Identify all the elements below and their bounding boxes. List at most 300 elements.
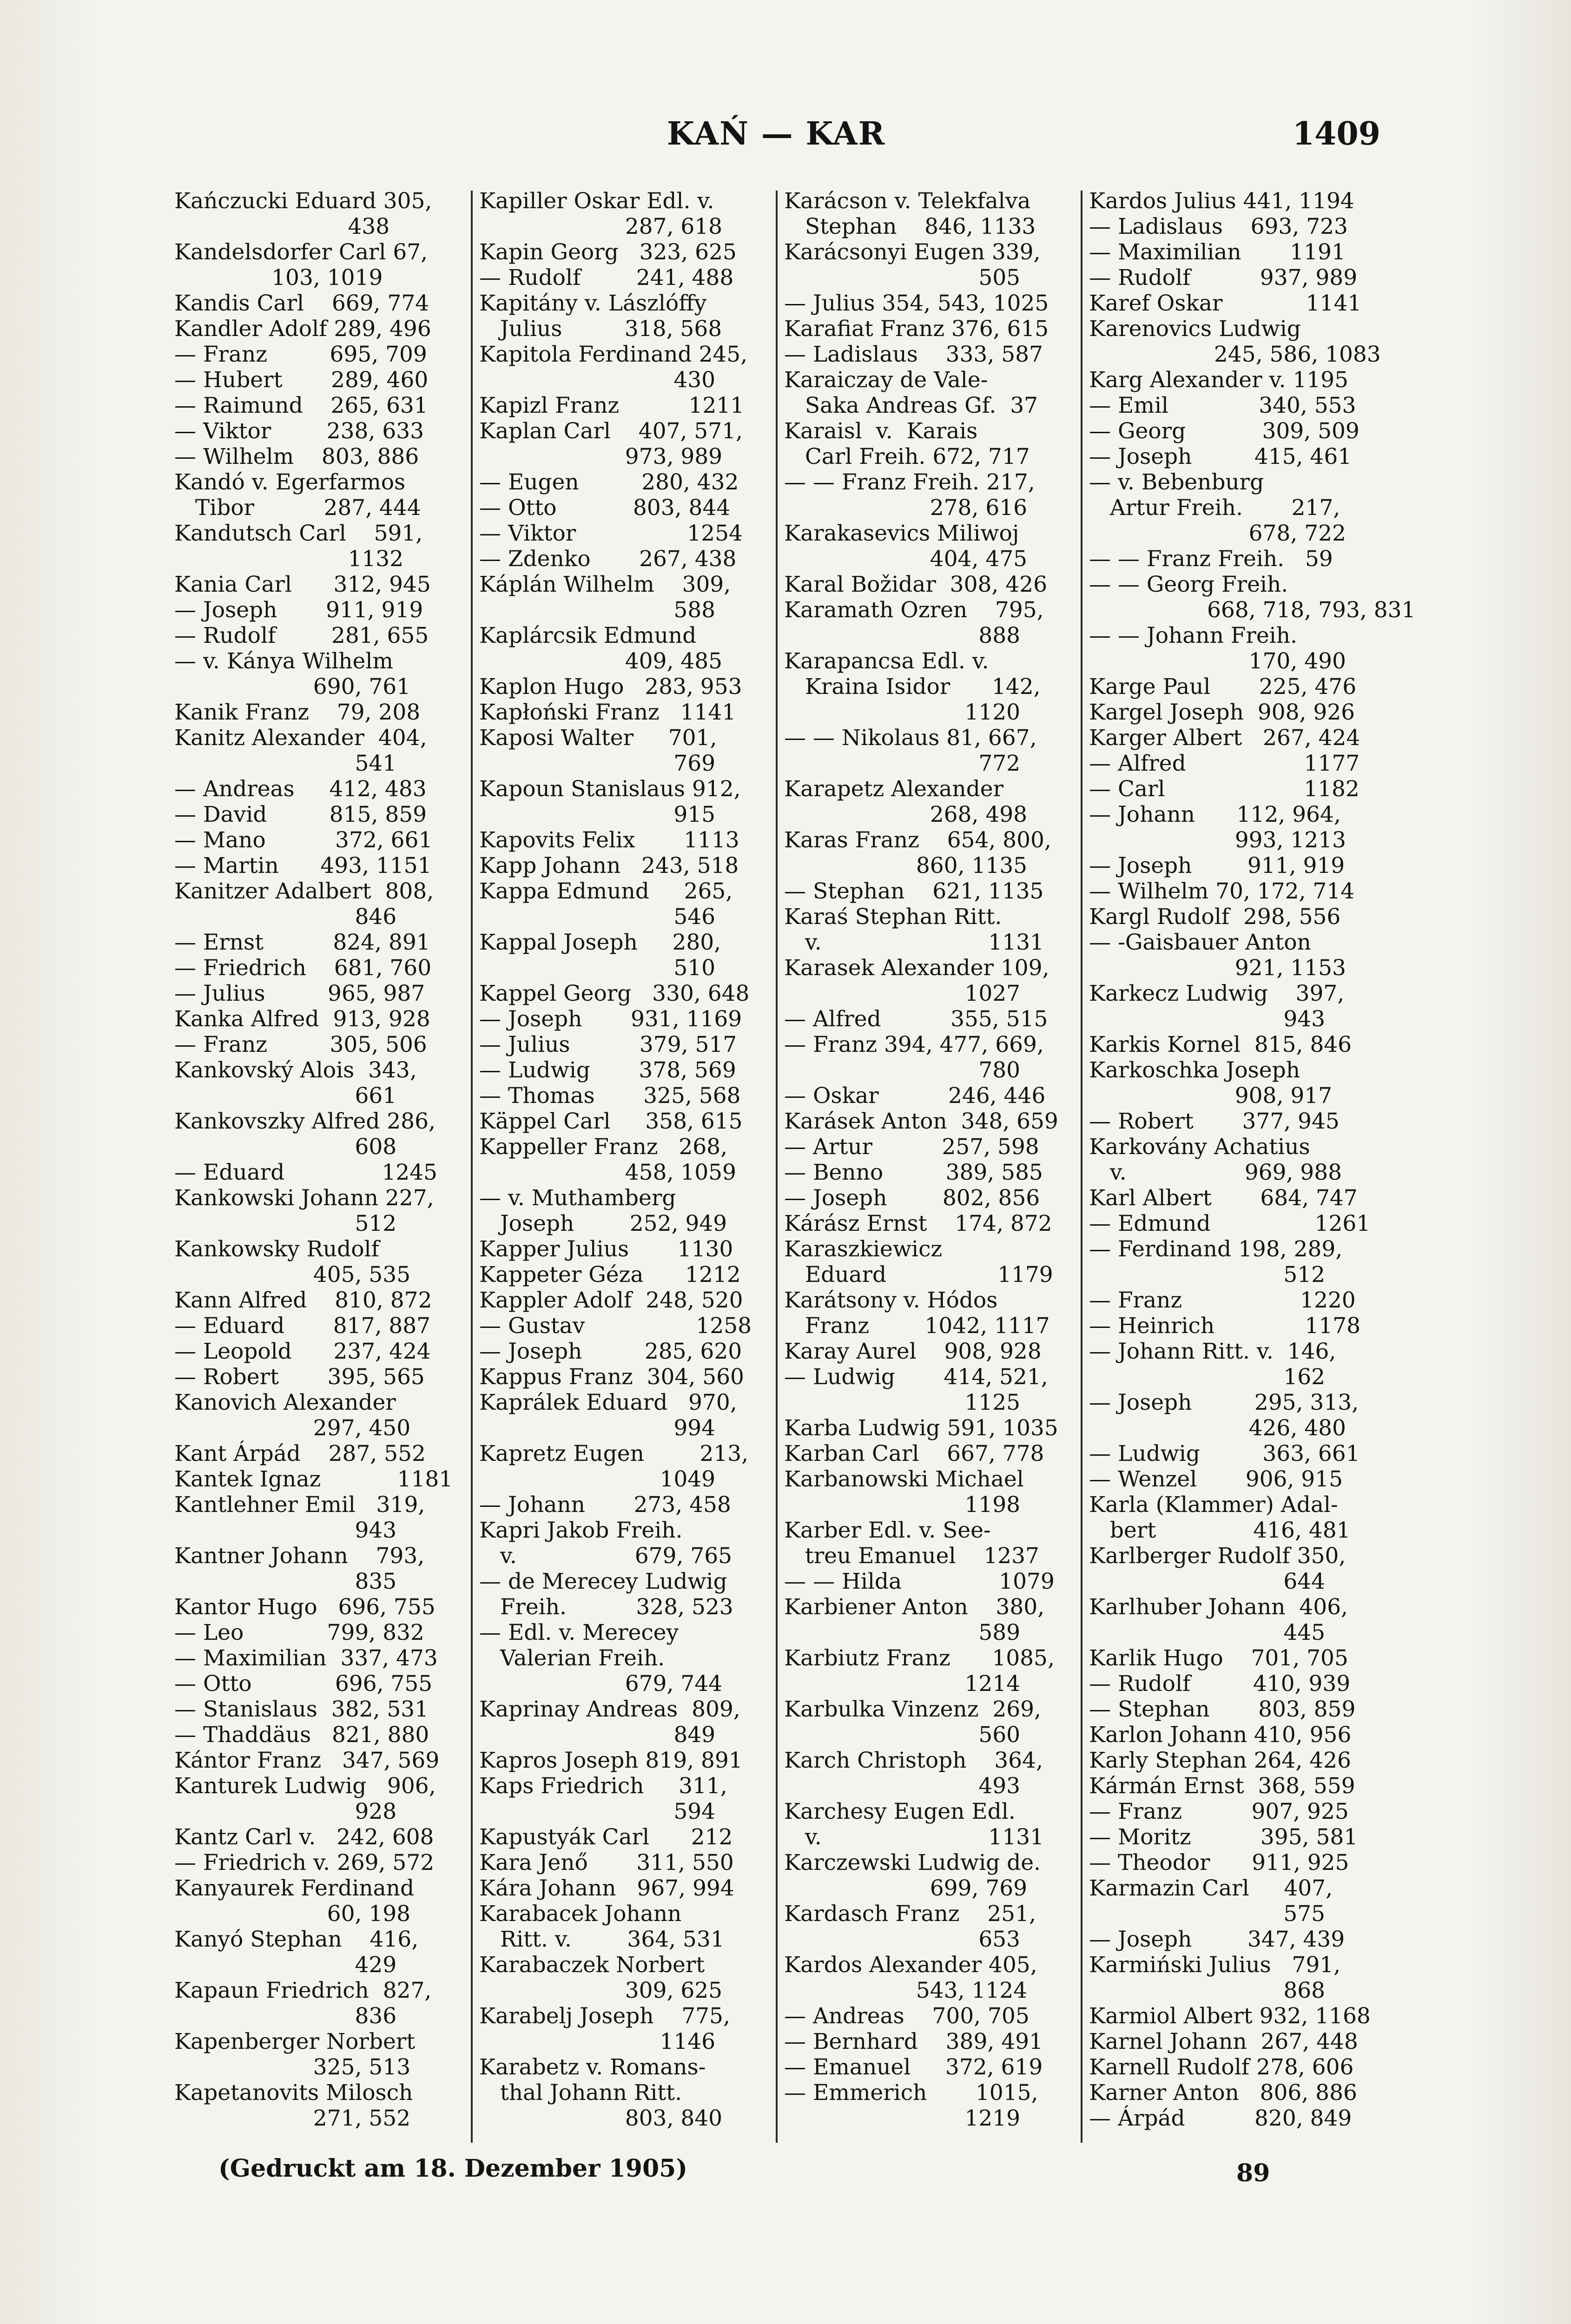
index-entry-line: Karabetz v. Romans- xyxy=(479,2054,706,2080)
index-entry-line: Karal Božidar 308, 426 xyxy=(784,572,1047,597)
index-entry-line: — Bernhard 389, 491 xyxy=(784,2029,1043,2054)
index-entry-line: 278, 616 xyxy=(784,495,1028,521)
index-entry-line: Stephan 846, 1133 xyxy=(784,214,1036,239)
index-entry-line: Karácsonyi Eugen 339, xyxy=(784,239,1041,265)
index-entry-line: 678, 722 xyxy=(1089,521,1346,546)
index-entry-line: — Wilhelm 803, 886 xyxy=(174,444,419,469)
index-entry-line: 588 xyxy=(479,597,716,623)
index-entry-line: Karakasevics Miliwoj xyxy=(784,521,1019,546)
index-entry-line: Freih. 328, 523 xyxy=(479,1594,733,1620)
index-entry-line: — Franz 907, 925 xyxy=(1089,1799,1349,1824)
index-entry-line: — — Franz Freih. 59 xyxy=(1089,546,1333,572)
index-entry-line: — Franz 1220 xyxy=(1089,1287,1356,1313)
index-entry-line: Kargel Joseph 908, 926 xyxy=(1089,700,1355,725)
index-entry-line: — Joseph 415, 461 xyxy=(1089,444,1352,469)
index-entry-line: Kanyaurek Ferdinand xyxy=(174,1875,415,1901)
index-entry-line: 510 xyxy=(479,955,716,981)
index-entry-line: — Martin 493, 1151 xyxy=(174,853,432,878)
index-entry-line: Kappeter Géza 1212 xyxy=(479,1262,741,1287)
index-entry-line: 1132 xyxy=(174,546,404,572)
index-entry-line: — Ladislaus 693, 723 xyxy=(1089,214,1348,239)
index-entry-line: Karlberger Rudolf 350, xyxy=(1089,1543,1346,1569)
index-entry-line: 505 xyxy=(784,265,1021,290)
index-entry-line: — Leopold 237, 424 xyxy=(174,1339,431,1364)
index-entry-line: — Moritz 395, 581 xyxy=(1089,1824,1358,1850)
index-column-2 xyxy=(479,188,772,2150)
index-entry-line: — Julius 379, 517 xyxy=(479,1032,737,1057)
index-entry-line: — Friedrich 681, 760 xyxy=(174,955,432,981)
index-entry-line: Kania Carl 312, 945 xyxy=(174,572,431,597)
index-entry-line: Kańczucki Eduard 305, xyxy=(174,188,432,214)
index-entry-line: — Robert 377, 945 xyxy=(1089,1109,1340,1134)
index-entry-line: — Eugen 280, 432 xyxy=(479,469,739,495)
index-entry-line: — Benno 389, 585 xyxy=(784,1160,1043,1185)
index-entry-line: 430 xyxy=(479,367,716,393)
index-entry-line: 271, 552 xyxy=(174,2106,411,2131)
index-entry-line: — Georg 309, 509 xyxy=(1089,418,1360,444)
index-entry-line: Karmiol Albert 932, 1168 xyxy=(1089,2003,1371,2029)
index-entry-line: Karabaczek Norbert xyxy=(479,1952,705,1978)
index-entry-line: Kapustyák Carl 212 xyxy=(479,1824,733,1850)
index-entry-line: Joseph 252, 949 xyxy=(479,1211,727,1236)
index-entry-line: — Robert 395, 565 xyxy=(174,1364,425,1390)
index-entry-line: Kapri Jakob Freih. xyxy=(479,1518,683,1543)
index-entry-line: 1027 xyxy=(784,981,1021,1006)
index-entry-line: Karabelj Joseph 775, xyxy=(479,2003,730,2029)
index-entry-line: — Franz 394, 477, 669, xyxy=(784,1032,1044,1057)
index-entry-line: — Johann 273, 458 xyxy=(479,1492,731,1518)
index-entry-line: 679, 744 xyxy=(479,1671,723,1697)
index-entry-line: Kappal Joseph 280, xyxy=(479,930,721,955)
index-entry-line: — Wenzel 906, 915 xyxy=(1089,1466,1343,1492)
index-entry-line: Käppel Carl 358, 615 xyxy=(479,1109,743,1134)
index-entry-line: — Alfred 1177 xyxy=(1089,751,1360,776)
index-entry-line: Karácson v. Telekfalva xyxy=(784,188,1031,214)
index-entry-line: 1120 xyxy=(784,700,1021,725)
index-entry-line: — Leo 799, 832 xyxy=(174,1620,424,1645)
index-entry-line: — Artur 257, 598 xyxy=(784,1134,1039,1160)
index-entry-line: — Viktor 238, 633 xyxy=(174,418,424,444)
index-entry-line: — Heinrich 1178 xyxy=(1089,1313,1360,1339)
index-entry-line: Saka Andreas Gf. 37 xyxy=(784,393,1038,418)
index-entry-line: Kára Johann 967, 994 xyxy=(479,1875,734,1901)
index-entry-line: — Edmund 1261 xyxy=(1089,1211,1371,1236)
index-entry-line: Karnell Rudolf 278, 606 xyxy=(1089,2054,1354,2080)
index-entry-line: 103, 1019 xyxy=(174,265,383,290)
index-columns xyxy=(174,188,1416,2150)
index-entry-line: — Ernst 824, 891 xyxy=(174,930,430,955)
print-date: (Gedruckt am 18. Dezember 1905) xyxy=(218,2154,687,2183)
index-entry-line: 438 xyxy=(174,214,390,239)
index-entry-line: 860, 1135 xyxy=(784,853,1028,878)
index-entry-line: Tibor 287, 444 xyxy=(174,495,421,521)
index-entry-line: Kardasch Franz 251, xyxy=(784,1901,1036,1927)
index-entry-line: Kapovits Felix 1113 xyxy=(479,827,739,853)
index-entry-line: — Franz 305, 506 xyxy=(174,1032,427,1057)
index-entry-line: Karapancsa Edl. v. xyxy=(784,648,989,674)
index-entry-line: Kántor Franz 347, 569 xyxy=(174,1748,440,1773)
index-entry-line: Kapenberger Norbert xyxy=(174,2029,416,2054)
index-entry-line: Karba Ludwig 591, 1035 xyxy=(784,1415,1058,1441)
index-entry-line: 512 xyxy=(1089,1262,1326,1287)
index-entry-line: Karbulka Vinzenz 269, xyxy=(784,1697,1041,1722)
index-entry-line: 1049 xyxy=(479,1466,716,1492)
index-entry-line: Valerian Freih. xyxy=(479,1645,665,1671)
index-entry-line: 943 xyxy=(1089,1006,1326,1032)
index-entry-line: Kapros Joseph 819, 891 xyxy=(479,1748,743,1773)
index-entry-line: Kant Árpád 287, 552 xyxy=(174,1441,426,1466)
index-entry-line: Karabacek Johann xyxy=(479,1901,682,1927)
index-entry-line: 769 xyxy=(479,751,716,776)
index-entry-line: 541 xyxy=(174,751,397,776)
column-divider xyxy=(1081,191,1083,2143)
index-entry-line: Kantlehner Emil 319, xyxy=(174,1492,425,1518)
index-entry-line: — Franz 695, 709 xyxy=(174,342,427,367)
index-entry-line: — Stanislaus 382, 531 xyxy=(174,1697,429,1722)
index-entry-line: Karkovány Achatius xyxy=(1089,1134,1310,1160)
index-entry-line: 921, 1153 xyxy=(1089,955,1346,981)
index-entry-line: — Thaddäus 821, 880 xyxy=(174,1722,429,1748)
index-entry-line: 661 xyxy=(174,1083,397,1109)
index-entry-line: Karlhuber Johann 406, xyxy=(1089,1594,1348,1620)
index-entry-line: Kappeller Franz 268, xyxy=(479,1134,728,1160)
index-entry-line: 589 xyxy=(784,1620,1021,1645)
index-entry-line: Kapper Julius 1130 xyxy=(479,1236,733,1262)
index-entry-line: — — Hilda 1079 xyxy=(784,1569,1055,1594)
index-entry-line: Kanik Franz 79, 208 xyxy=(174,700,421,725)
index-entry-line: Karasek Alexander 109, xyxy=(784,955,1050,981)
index-entry-line: 908, 917 xyxy=(1089,1083,1333,1109)
index-entry-line: Karay Aurel 908, 928 xyxy=(784,1339,1042,1364)
index-entry-line: 973, 989 xyxy=(479,444,723,469)
index-entry-line: 429 xyxy=(174,1952,397,1978)
index-entry-line: Kapitola Ferdinand 245, xyxy=(479,342,748,367)
index-entry-line: — Árpád 820, 849 xyxy=(1089,2106,1352,2131)
index-entry-line: Kármán Ernst 368, 559 xyxy=(1089,1773,1355,1799)
index-entry-line: 1198 xyxy=(784,1492,1021,1518)
index-entry-line: Kantner Johann 793, xyxy=(174,1543,425,1569)
index-entry-line: Kandutsch Carl 591, xyxy=(174,521,423,546)
index-entry-line: Karaiczay de Vale- xyxy=(784,367,988,393)
index-entry-line: Kapretz Eugen 213, xyxy=(479,1441,749,1466)
index-entry-line: 297, 450 xyxy=(174,1415,411,1441)
index-entry-line: Kapoun Stanislaus 912, xyxy=(479,776,741,802)
index-entry-line: — Maximilian 1191 xyxy=(1089,239,1346,265)
index-entry-line: Káplán Wilhelm 309, xyxy=(479,572,731,597)
index-entry-line: 162 xyxy=(1089,1364,1326,1390)
index-entry-line: Kapizl Franz 1211 xyxy=(479,393,745,418)
index-entry-line: — Emanuel 372, 619 xyxy=(784,2054,1043,2080)
index-entry-line: 325, 513 xyxy=(174,2054,411,2080)
index-entry-line: Karger Albert 267, 424 xyxy=(1089,725,1360,751)
index-entry-line: bert 416, 481 xyxy=(1089,1518,1351,1543)
index-entry-line: 653 xyxy=(784,1927,1021,1952)
index-entry-line: v. 1131 xyxy=(784,1824,1044,1850)
index-entry-line: Kaprinay Andreas 809, xyxy=(479,1697,740,1722)
index-entry-line: Ritt. v. 364, 531 xyxy=(479,1927,725,1952)
index-entry-line: 405, 535 xyxy=(174,1262,411,1287)
index-entry-line: — Johann Ritt. v. 146, xyxy=(1089,1339,1336,1364)
index-entry-line: 458, 1059 xyxy=(479,1160,736,1185)
index-entry-line: Kandler Adolf 289, 496 xyxy=(174,316,431,342)
index-entry-line: 60, 198 xyxy=(174,1901,411,1927)
index-entry-line: 575 xyxy=(1089,1901,1326,1927)
index-entry-line: Karaś Stephan Ritt. xyxy=(784,904,1002,930)
index-entry-line: Kanka Alfred 913, 928 xyxy=(174,1006,430,1032)
index-entry-line: Kanitz Alexander 404, xyxy=(174,725,427,751)
index-entry-line: Karafiat Franz 376, 615 xyxy=(784,316,1049,342)
index-entry-line: Kargl Rudolf 298, 556 xyxy=(1089,904,1341,930)
index-entry-line: Kaposi Walter 701, xyxy=(479,725,717,751)
index-entry-line: — Ludwig 378, 569 xyxy=(479,1057,736,1083)
index-entry-line: Kappler Adolf 248, 520 xyxy=(479,1287,743,1313)
index-entry-line: Kaps Friedrich 311, xyxy=(479,1773,727,1799)
index-entry-line: v. 969, 988 xyxy=(1089,1160,1342,1185)
index-entry-line: 309, 625 xyxy=(479,1978,723,2003)
index-entry-line: 690, 761 xyxy=(174,674,411,700)
index-entry-line: Kandelsdorfer Carl 67, xyxy=(174,239,428,265)
index-entry-line: Kapitány v. Lászlóffy xyxy=(479,290,707,316)
index-entry-line: 543, 1124 xyxy=(784,1978,1028,2003)
signature-mark: 89 xyxy=(1236,2159,1270,2187)
index-entry-line: Kapłoński Franz 1141 xyxy=(479,700,736,725)
index-entry-line: Kandó v. Egerfarmos xyxy=(174,469,406,495)
index-entry-line: — -Gaisbauer Anton xyxy=(1089,930,1311,955)
index-entry-line: 888 xyxy=(784,623,1021,648)
index-entry-line: Kaplon Hugo 283, 953 xyxy=(479,674,742,700)
index-entry-line: Kann Alfred 810, 872 xyxy=(174,1287,432,1313)
index-entry-line: Kankowsky Rudolf xyxy=(174,1236,379,1262)
index-entry-line: Kapaun Friedrich 827, xyxy=(174,1978,432,2003)
index-entry-line: Karly Stephan 264, 426 xyxy=(1089,1748,1351,1773)
page-number: 1409 xyxy=(1292,115,1380,152)
index-entry-line: 594 xyxy=(479,1799,716,1824)
index-entry-line: Kapiller Oskar Edl. v. xyxy=(479,188,714,214)
index-entry-line: — Joseph 347, 439 xyxy=(1089,1927,1345,1952)
index-entry-line: Julius 318, 568 xyxy=(479,316,722,342)
index-entry-line: — — Nikolaus 81, 667, xyxy=(784,725,1037,751)
index-entry-line: Karban Carl 667, 778 xyxy=(784,1441,1044,1466)
running-head: KAŃ — KAR xyxy=(667,115,886,152)
index-entry-line: Karenovics Ludwig xyxy=(1089,316,1301,342)
index-entry-line: 699, 769 xyxy=(784,1875,1028,1901)
index-entry-line: Kankowski Johann 227, xyxy=(174,1185,434,1211)
index-entry-line: Kappus Franz 304, 560 xyxy=(479,1364,744,1390)
index-entry-line: Kaplárcsik Edmund xyxy=(479,623,697,648)
index-entry-line: — Ludwig 414, 521, xyxy=(784,1364,1048,1390)
index-entry-line: 846 xyxy=(174,904,397,930)
index-entry-line: Carl Freih. 672, 717 xyxy=(784,444,1030,469)
index-entry-line: — — Johann Freih. xyxy=(1089,623,1297,648)
index-entry-line: 409, 485 xyxy=(479,648,723,674)
index-entry-line: 993, 1213 xyxy=(1089,827,1346,853)
index-entry-line: Kapetanovits Milosch xyxy=(174,2080,413,2106)
index-entry-line: 268, 498 xyxy=(784,802,1028,827)
index-entry-line: Karkis Kornel 815, 846 xyxy=(1089,1032,1352,1057)
index-entry-line: v. 1131 xyxy=(784,930,1044,955)
index-entry-line: 493 xyxy=(784,1773,1021,1799)
index-entry-line: — Joseph 802, 856 xyxy=(784,1185,1040,1211)
index-entry-line: 426, 480 xyxy=(1089,1415,1346,1441)
index-entry-line: Karczewski Ludwig de. xyxy=(784,1850,1041,1875)
index-entry-line: — Joseph 931, 1169 xyxy=(479,1006,742,1032)
index-entry-line: — Emil 340, 553 xyxy=(1089,393,1356,418)
index-column-4 xyxy=(1089,188,1416,2150)
index-entry-line: — Stephan 621, 1135 xyxy=(784,878,1044,904)
index-entry-line: 943 xyxy=(174,1518,397,1543)
index-entry-line: — Raimund 265, 631 xyxy=(174,393,428,418)
index-entry-line: — Joseph 295, 313, xyxy=(1089,1390,1359,1415)
index-entry-line: Karbiener Anton 380, xyxy=(784,1594,1045,1620)
index-entry-line: Karaszkiewicz xyxy=(784,1236,943,1262)
index-entry-line: — Rudolf 281, 655 xyxy=(174,623,429,648)
index-entry-line: — Ladislaus 333, 587 xyxy=(784,342,1043,367)
index-entry-line: — Viktor 1254 xyxy=(479,521,743,546)
index-entry-line: — Mano 372, 661 xyxy=(174,827,433,853)
index-entry-line: — v. Muthamberg xyxy=(479,1185,676,1211)
index-entry-line: Karber Edl. v. See- xyxy=(784,1518,991,1543)
index-entry-line: — Theodor 911, 925 xyxy=(1089,1850,1349,1875)
index-entry-line: — Hubert 289, 460 xyxy=(174,367,429,393)
index-entry-line: — Otto 803, 844 xyxy=(479,495,731,521)
index-entry-line: Kara Jenő 311, 550 xyxy=(479,1850,734,1875)
index-entry-line: Kardos Alexander 405, xyxy=(784,1952,1037,1978)
index-entry-line: 772 xyxy=(784,751,1021,776)
index-entry-line: Karas Franz 654, 800, xyxy=(784,827,1051,853)
index-entry-line: 1219 xyxy=(784,2106,1021,2131)
index-entry-line: 836 xyxy=(174,2003,397,2029)
index-entry-line: Kanovich Alexander xyxy=(174,1390,396,1415)
index-entry-line: — Friedrich v. 269, 572 xyxy=(174,1850,435,1875)
index-entry-line: Karg Alexander v. 1195 xyxy=(1089,367,1348,393)
index-entry-line: — Joseph 911, 919 xyxy=(1089,853,1345,878)
index-entry-line: Kanyó Stephan 416, xyxy=(174,1927,419,1952)
index-entry-line: 915 xyxy=(479,802,716,827)
index-entry-line: Karmiński Julius 791, xyxy=(1089,1952,1341,1978)
index-entry-line: — de Merecey Ludwig xyxy=(479,1569,727,1594)
index-entry-line: 170, 490 xyxy=(1089,648,1346,674)
index-entry-line: — Otto 696, 755 xyxy=(174,1671,433,1697)
index-entry-line: — Julius 965, 987 xyxy=(174,981,425,1006)
index-entry-line: — Carl 1182 xyxy=(1089,776,1360,802)
index-entry-line: — Andreas 700, 705 xyxy=(784,2003,1030,2029)
page-header xyxy=(172,115,1380,166)
index-entry-line: — David 815, 859 xyxy=(174,802,427,827)
index-entry-line: 245, 586, 1083 xyxy=(1089,342,1381,367)
index-entry-line: — Rudolf 410, 939 xyxy=(1089,1671,1351,1697)
index-entry-line: — Edl. v. Merecey xyxy=(479,1620,679,1645)
index-entry-line: Kárász Ernst 174, 872 xyxy=(784,1211,1052,1236)
index-entry-line: Karaisl v. Karais xyxy=(784,418,978,444)
index-entry-line: Karátsony v. Hódos xyxy=(784,1287,998,1313)
index-entry-line: Kappel Georg 330, 648 xyxy=(479,981,750,1006)
index-entry-line: Kantor Hugo 696, 755 xyxy=(174,1594,436,1620)
index-entry-line: — Wilhelm 70, 172, 714 xyxy=(1089,878,1355,904)
index-entry-line: 780 xyxy=(784,1057,1021,1083)
index-entry-line: Kanitzer Adalbert 808, xyxy=(174,878,434,904)
index-entry-line: — Stephan 803, 859 xyxy=(1089,1697,1356,1722)
index-entry-line: Karbanowski Michael xyxy=(784,1466,1024,1492)
index-entry-line: — Joseph 285, 620 xyxy=(479,1339,742,1364)
index-entry-line: 404, 475 xyxy=(784,546,1028,572)
index-entry-line: — Rudolf 241, 488 xyxy=(479,265,734,290)
index-entry-line: 546 xyxy=(479,904,716,930)
index-entry-line: Artur Freih. 217, xyxy=(1089,495,1340,521)
index-entry-line: Kapp Johann 243, 518 xyxy=(479,853,739,878)
index-entry-line: — Johann 112, 964, xyxy=(1089,802,1341,827)
index-entry-line: — Ludwig 363, 661 xyxy=(1089,1441,1360,1466)
index-entry-line: Karmazin Carl 407, xyxy=(1089,1875,1333,1901)
index-entry-line: Eduard 1179 xyxy=(784,1262,1053,1287)
index-entry-line: v. 679, 765 xyxy=(479,1543,733,1569)
index-entry-line: Kankovszky Alfred 286, xyxy=(174,1109,436,1134)
index-entry-line: Karlik Hugo 701, 705 xyxy=(1089,1645,1348,1671)
index-entry-line: — v. Bebenburg xyxy=(1089,469,1264,495)
index-entry-line: Kappa Edmund 265, xyxy=(479,878,733,904)
index-entry-line: 835 xyxy=(174,1569,397,1594)
index-entry-line: 512 xyxy=(174,1211,397,1236)
index-entry-line: — Ferdinand 198, 289, xyxy=(1089,1236,1343,1262)
index-entry-line: Karapetz Alexander xyxy=(784,776,1004,802)
index-entry-line: Karge Paul 225, 476 xyxy=(1089,674,1357,700)
index-entry-line: Kantz Carl v. 242, 608 xyxy=(174,1824,434,1850)
index-entry-line: Karef Oskar 1141 xyxy=(1089,290,1362,316)
index-entry-line: Karkecz Ludwig 397, xyxy=(1089,981,1345,1006)
index-entry-line: 668, 718, 793, 831 xyxy=(1089,597,1416,623)
index-entry-line: — Maximilian 337, 473 xyxy=(174,1645,438,1671)
index-entry-line: Karlon Johann 410, 956 xyxy=(1089,1722,1352,1748)
index-entry-line: Karásek Anton 348, 659 xyxy=(784,1109,1058,1134)
index-entry-line: Kantek Ignaz 1181 xyxy=(174,1466,453,1492)
index-entry-line: Kardos Julius 441, 1194 xyxy=(1089,188,1354,214)
index-entry-line: Kraina Isidor 142, xyxy=(784,674,1041,700)
index-entry-line: 868 xyxy=(1089,1978,1326,2003)
index-entry-line: Franz 1042, 1117 xyxy=(784,1313,1050,1339)
index-entry-line: — Emmerich 1015, xyxy=(784,2080,1038,2106)
index-entry-line: 928 xyxy=(174,1799,397,1824)
index-entry-line: — Thomas 325, 568 xyxy=(479,1083,741,1109)
index-entry-line: Karkoschka Joseph xyxy=(1089,1057,1300,1083)
index-entry-line: — Gustav 1258 xyxy=(479,1313,752,1339)
index-entry-line: Karch Christoph 364, xyxy=(784,1748,1043,1773)
index-entry-line: 1125 xyxy=(784,1390,1021,1415)
index-entry-line: Kapin Georg 323, 625 xyxy=(479,239,737,265)
column-divider xyxy=(776,191,778,2143)
index-entry-line: 803, 840 xyxy=(479,2106,723,2131)
index-entry-line: — Andreas 412, 483 xyxy=(174,776,427,802)
index-entry-line: — Alfred 355, 515 xyxy=(784,1006,1048,1032)
index-entry-line: — Rudolf 937, 989 xyxy=(1089,265,1358,290)
index-entry-line: Karnel Johann 267, 448 xyxy=(1089,2029,1358,2054)
index-entry-line: — Eduard 1245 xyxy=(174,1160,437,1185)
index-entry-line: — Zdenko 267, 438 xyxy=(479,546,737,572)
index-entry-line: — — Franz Freih. 217, xyxy=(784,469,1035,495)
index-entry-line: Kaprálek Eduard 970, xyxy=(479,1390,737,1415)
index-entry-line: Karl Albert 684, 747 xyxy=(1089,1185,1358,1211)
index-entry-line: — Julius 354, 543, 1025 xyxy=(784,290,1049,316)
index-entry-line: Kanturek Ludwig 906, xyxy=(174,1773,436,1799)
index-column-1 xyxy=(174,188,467,2150)
index-entry-line: Kankovský Alois 343, xyxy=(174,1057,417,1083)
index-entry-line: 608 xyxy=(174,1134,397,1160)
index-entry-line: 287, 618 xyxy=(479,214,723,239)
index-entry-line: 1146 xyxy=(479,2029,716,2054)
index-entry-line: Karner Anton 806, 886 xyxy=(1089,2080,1357,2106)
index-entry-line: Karla (Klammer) Adal- xyxy=(1089,1492,1338,1518)
index-entry-line: Kaplan Carl 407, 571, xyxy=(479,418,743,444)
index-entry-line: 560 xyxy=(784,1722,1021,1748)
column-divider xyxy=(471,191,473,2143)
